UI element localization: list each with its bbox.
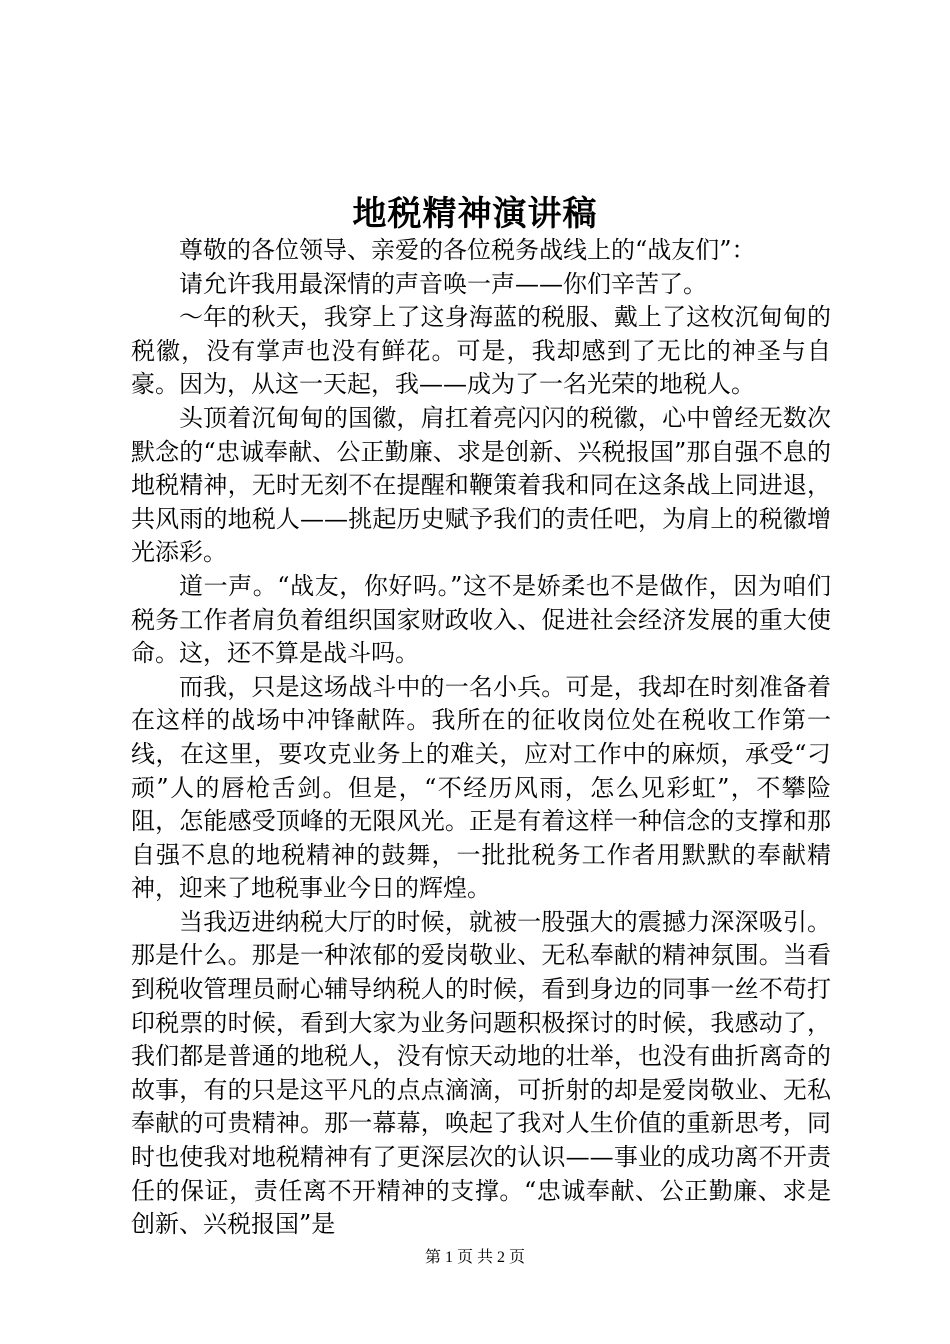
- page-footer: 第 1 页 共 2 页: [424, 1249, 525, 1266]
- paragraph: 头顶着沉甸甸的国徽，肩扛着亮闪闪的税徽，心中曾经无数次默念的“忠诚奉献、公正勤廉、求是创新、兴税报国”那自强不息的地税精神，无时无刻不在提醒和鞭策着我和同在这条战上同进退，共风雨的地税人——挑起历史赋予我们的责任吧，为肩上的税徽增光添彩。: [131, 403, 831, 567]
- paragraph: 道一声。“战友，你好吗。”这不是娇柔也不是做作，因为咱们税务工作者肩负着组织国家财政收入、促进社会经济发展的重大使命。这，还不算是战斗吗。: [131, 571, 831, 668]
- paragraph: 当我迈进纳税大厅的时候，就被一股强大的震撼力深深吸引。那是什么。那是一种浓郁的爱岗敬业、无私奉献的精神氛围。当看到税收管理员耐心辅导纳税人的时候，看到身边的同事一丝不苟打印税票的时候，看到大家为业务问题积极探讨的时候，我感动了，我们都是普通的地税人，没有惊天动地的壮举，也没有曲折离奇的故事，有的只是这平凡的点点滴滴，可折射的却是爱岗敬业、无私奉献的可贵精神。那一幕幕，唤起了我对人生价值的重新思考，同时也使我对地税精神有了更深层次的认识——事业的成功离不开责任的保证，责任离不开精神的支撑。“忠诚奉献、公正勤廉、求是创新、兴税报国”是: [131, 907, 831, 1239]
- paragraph: 尊敬的各位领导、亲爱的各位税务战线上的“战友们”：: [179, 236, 756, 264]
- paragraph: 请允许我用最深情的声音唤一声——你们辛苦了。: [179, 269, 707, 298]
- document-body: [131, 234, 831, 1242]
- paragraph: 而我，只是这场战斗中的一名小兵。可是，我却在时刻准备着在这样的战场中冲锋献阵。我所在的征收岗位处在税收工作第一线，在这里，要攻克业务上的难关，应对工作中的麻烦，承受“刁顽”人的唇枪舌剑。但是，“不经历风雨，怎么见彩虹”，不攀险阻，怎能感受顶峰的无限风光。正是有着这样一种信念的支撑和那自强不息的地税精神的鼓舞，一批批税务工作者用默默的奉献精神，迎来了地税事业今日的辉煌。: [131, 672, 831, 903]
- document-title: 地税精神演讲稿: [352, 194, 598, 234]
- paragraph: ～年的秋天，我穿上了这身海蓝的税服、戴上了这枚沉甸甸的税徽，没有掌声也没有鲜花。可是，我却感到了无比的神圣与自豪。因为，从这一天起，我——成为了一名光荣的地税人。: [131, 303, 831, 399]
